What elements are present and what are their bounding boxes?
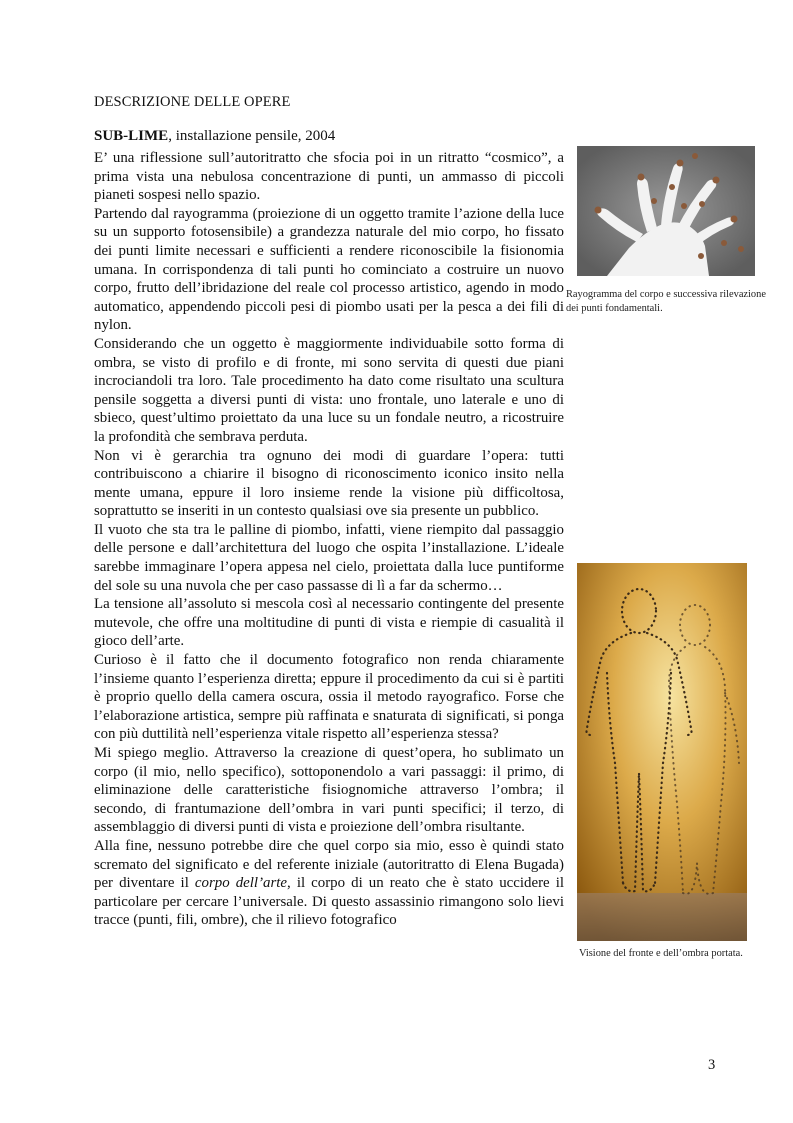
installation-photo [577, 563, 747, 941]
rayogram-figure [577, 146, 755, 276]
rayogram-image [577, 146, 755, 276]
paragraph [94, 837, 564, 930]
paragraph: Non vi è gerarchia tra ognuno dei modi di guardare l’opera: tutti contribuiscono a chiarire il bisogno di riconoscimento iconico insito nella mente umana, eppure il loro insieme rende la visione più difficoltosa, soprattutto se inseriti in un contesto qualsiasi ove sia presente un pubblico. [94, 447, 564, 520]
paragraph: Considerando che un oggetto è maggiormente individuabile sotto forma di ombra, se visto di profilo e di fronte, mi sono servita di questi due piani incrociandoli tra loro. Tale procedimento ha dato come risultato una scultura pensile soggetta a diversi punti di vista: uno frontale, uno laterale e uno di sbieco, quest’ultimo proiettato da una luce su un fondale neutro, a ricostruire la profondità che sembrava perduta. [94, 335, 564, 445]
wall-background [577, 563, 747, 941]
paragraph: Curioso è il fatto che il documento fotografico non renda chiaramente l’insieme quanto l’esperienza diretta; eppure il procedimento da cui si è partiti è proprio quello della camera oscura, ossia il metodo rayografico. Forse che l’elaborazione artistica, sempre più raffinata e snaturata di significati, si ponga con più duttilità nell’esperienza vitale rispetto all’esperienza stessa? [94, 652, 564, 743]
work-title-details: , installazione pensile, 2004 [168, 128, 336, 144]
work-title-name: SUB-LIME [94, 128, 169, 144]
floor-area [577, 893, 747, 941]
paragraph: Partendo dal rayogramma (proiezione di un oggetto tramite l’azione della luce su un supporto fotosensibile) a grandezza naturale del mio corpo, ho fissato dei punti limite necessari e sufficienti a rendere riconoscibile la fisionomia umana. In corrispondenza di tali punti ho cominciato a costruire un nuovo corpo, frutto dell’ibridazione del reale col processo artistico, agendo in modo automatico, appendendo piccoli pesi di piombo usati per la pesca a dei fili di nylon. [94, 205, 564, 334]
paragraph: E’ una riflessione sull’autoritratto che sfocia poi in un ritratto “cosmico”, a prima vista una nebulosa concentrazione di punti, un ammasso di piccoli pianeti sospesi nello spazio. [94, 150, 564, 204]
figure-caption-installation: Visione del fronte e dell’ombra portata. [579, 948, 743, 959]
paragraph-text: Alla fine, nessuno potrebbe dire che quel corpo sia mio, esso è quindi stato scremato del significato e del referente iniziale (autoritratto di Elena Bugada) per diventare il [94, 837, 564, 892]
emphasized-text: corpo dell’arte [194, 875, 288, 892]
section-heading: DESCRIZIONE DELLE OPERE [94, 94, 291, 110]
work-title [94, 128, 335, 145]
body-text [94, 149, 564, 930]
paragraph: Mi spiego meglio. Attraverso la creazione di quest’opera, ho sublimato un corpo (il mio, nello specifico), sottoponendolo a vari passaggi: il primo, di eliminazione delle caratteristiche fisiognomiche attraverso l’ombra; il secondo, di frantumazione dell’ombra in vari punti specifici; il terzo, di assemblaggio di diversi punti di vista e proiezione dell’ombra risultante. [94, 745, 564, 836]
installation-image [577, 563, 747, 941]
figure-caption-rayogram: Rayogramma del corpo e successiva rilevazione dei punti fondamentali. [566, 289, 766, 314]
paragraph: La tensione all’assoluto si mescola così al necessario contingente del presente mutevole, che offre una moltitudine di punti di vista e riempie di casualità il gioco dell’arte. [94, 596, 564, 650]
page-number: 3 [708, 1057, 716, 1073]
paragraph-text: , il corpo di un reato che è stato uccidere il particolare per cercare l’universale. Di questo assassinio rimangono solo lievi tracce (punti, fili, ombre), che il rilievo fotografico [94, 875, 564, 929]
paragraph: Il vuoto che sta tra le palline di piombo, infatti, viene riempito dal passaggio delle persone e dall’architettura del luogo che ospita l’installazione. L’ideale sarebbe immaginare l’opera appesa nel cielo, proiettata dalla luce puntiforme del sole su una nuvola che per caso passasse di lì a far da schermo… [94, 521, 564, 594]
